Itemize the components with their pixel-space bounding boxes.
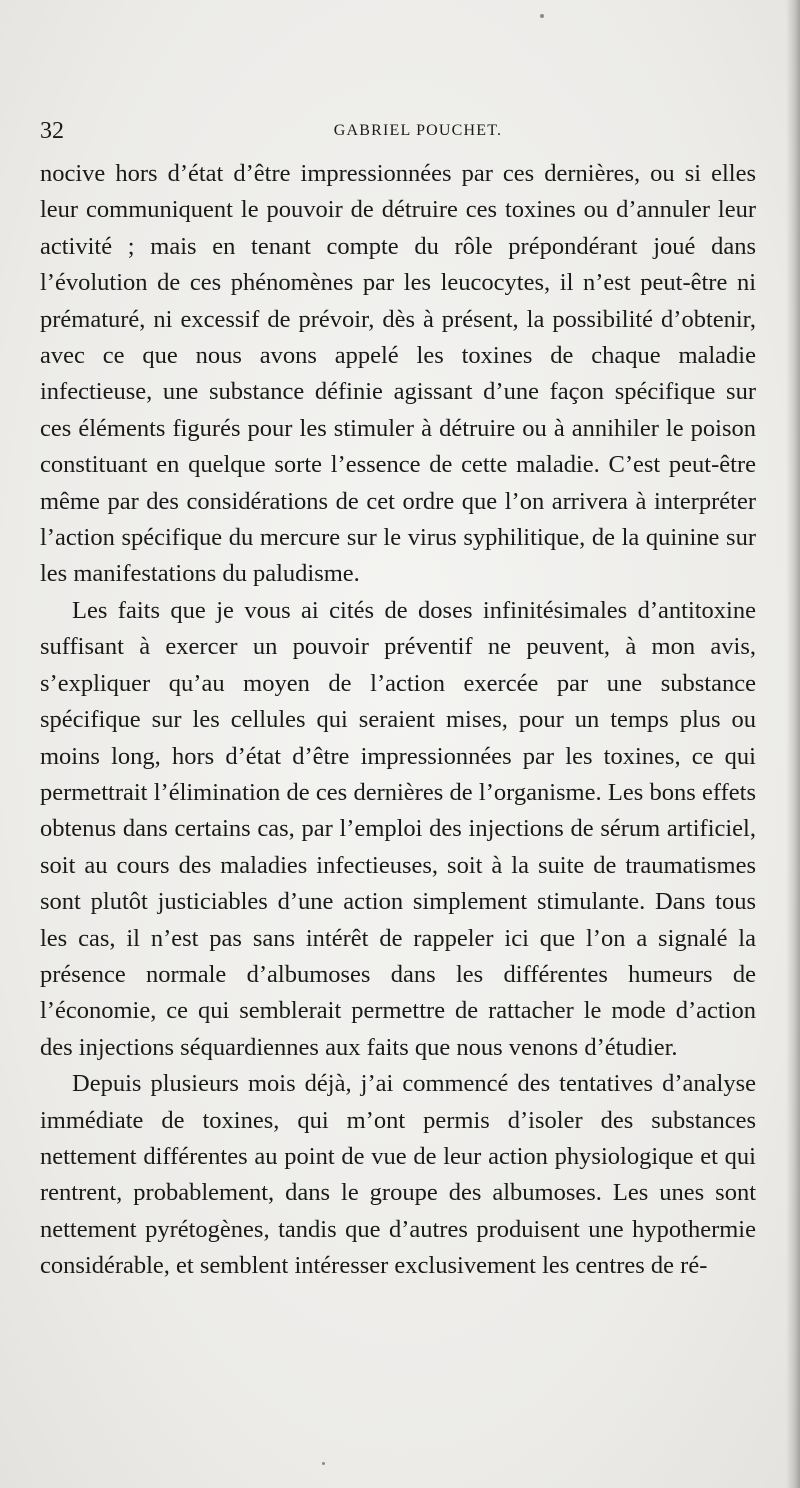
paper-speck bbox=[322, 1462, 325, 1465]
page-number: 32 bbox=[40, 118, 64, 144]
running-head: GABRIEL POUCHET. bbox=[333, 122, 503, 139]
page-header bbox=[40, 116, 756, 146]
page-edge-shadow bbox=[786, 0, 800, 1488]
paper-speck bbox=[540, 14, 544, 18]
paragraph: Depuis plusieurs mois déjà, j’ai commencé des tentatives d’analyse immédiate de toxines, qui m’ont permis d’isoler des substances nettement différentes au point de vue de leur action physiologique et qui rentrent, probablement, dans le groupe des albumoses. Les unes sont nettement pyrétogènes, tandis que d’autres produisent une hypothermie considérable, et semblent intéresser exclusivement les centres de ré- bbox=[40, 1070, 756, 1280]
paragraph: Les faits que je vous ai cités de doses infinitésimales d’antitoxine suffisant à exercer un pouvoir préventif ne peuvent, à mon avis, s’expliquer qu’au moyen de l’action exercée par une substance spécifique sur les cellules qui seraient mises, pour un temps plus ou moins long, hors d’état d’être impressionnées par les toxines, ce qui permettrait l’élimination de ces dernières de l’organisme. Les bons effets obtenus dans certains cas, par l’emploi des injections de sérum artificiel, soit au cours des maladies infectieuses, soit à la suite de traumatismes sont plutôt justiciables d’une action simplement stimulante. Dans tous les cas, il n’est pas sans intérêt de rappeler ici que l’on a signalé la présence normale d’albumoses dans les différentes humeurs de l’économie, ce qui semblerait permettre de rattacher le mode d’action des injections séquardiennes aux faits que nous venons d’étudier. bbox=[40, 596, 756, 1061]
paragraph-continued: nocive hors d’état d’être impressionnées par ces dernières, ou si elles leur communiquent le pouvoir de détruire ces toxines ou d’annuler leur activité ; mais en tenant compte du rôle prépondérant joué dans l’évolution de ces phénomènes par les leucocytes, il n’est peut-être ni prématuré, ni excessif de prévoir, dès à présent, la possibilité d’obtenir, avec ce que nous avons appelé les toxines de chaque maladie infectieuse, une substance définie agissant d’une façon spécifique sur ces éléments figurés pour les stimuler à détruire ou à annihiler le poison constituant en quelque sorte l’essence de cette maladie. C’est peut-être même par des considérations de cet ordre que l’on arrivera à interpréter l’action spécifique du mercure sur le virus syphilitique, de la quinine sur les manifestations du paludisme. bbox=[40, 160, 756, 588]
body-text bbox=[40, 156, 756, 1285]
